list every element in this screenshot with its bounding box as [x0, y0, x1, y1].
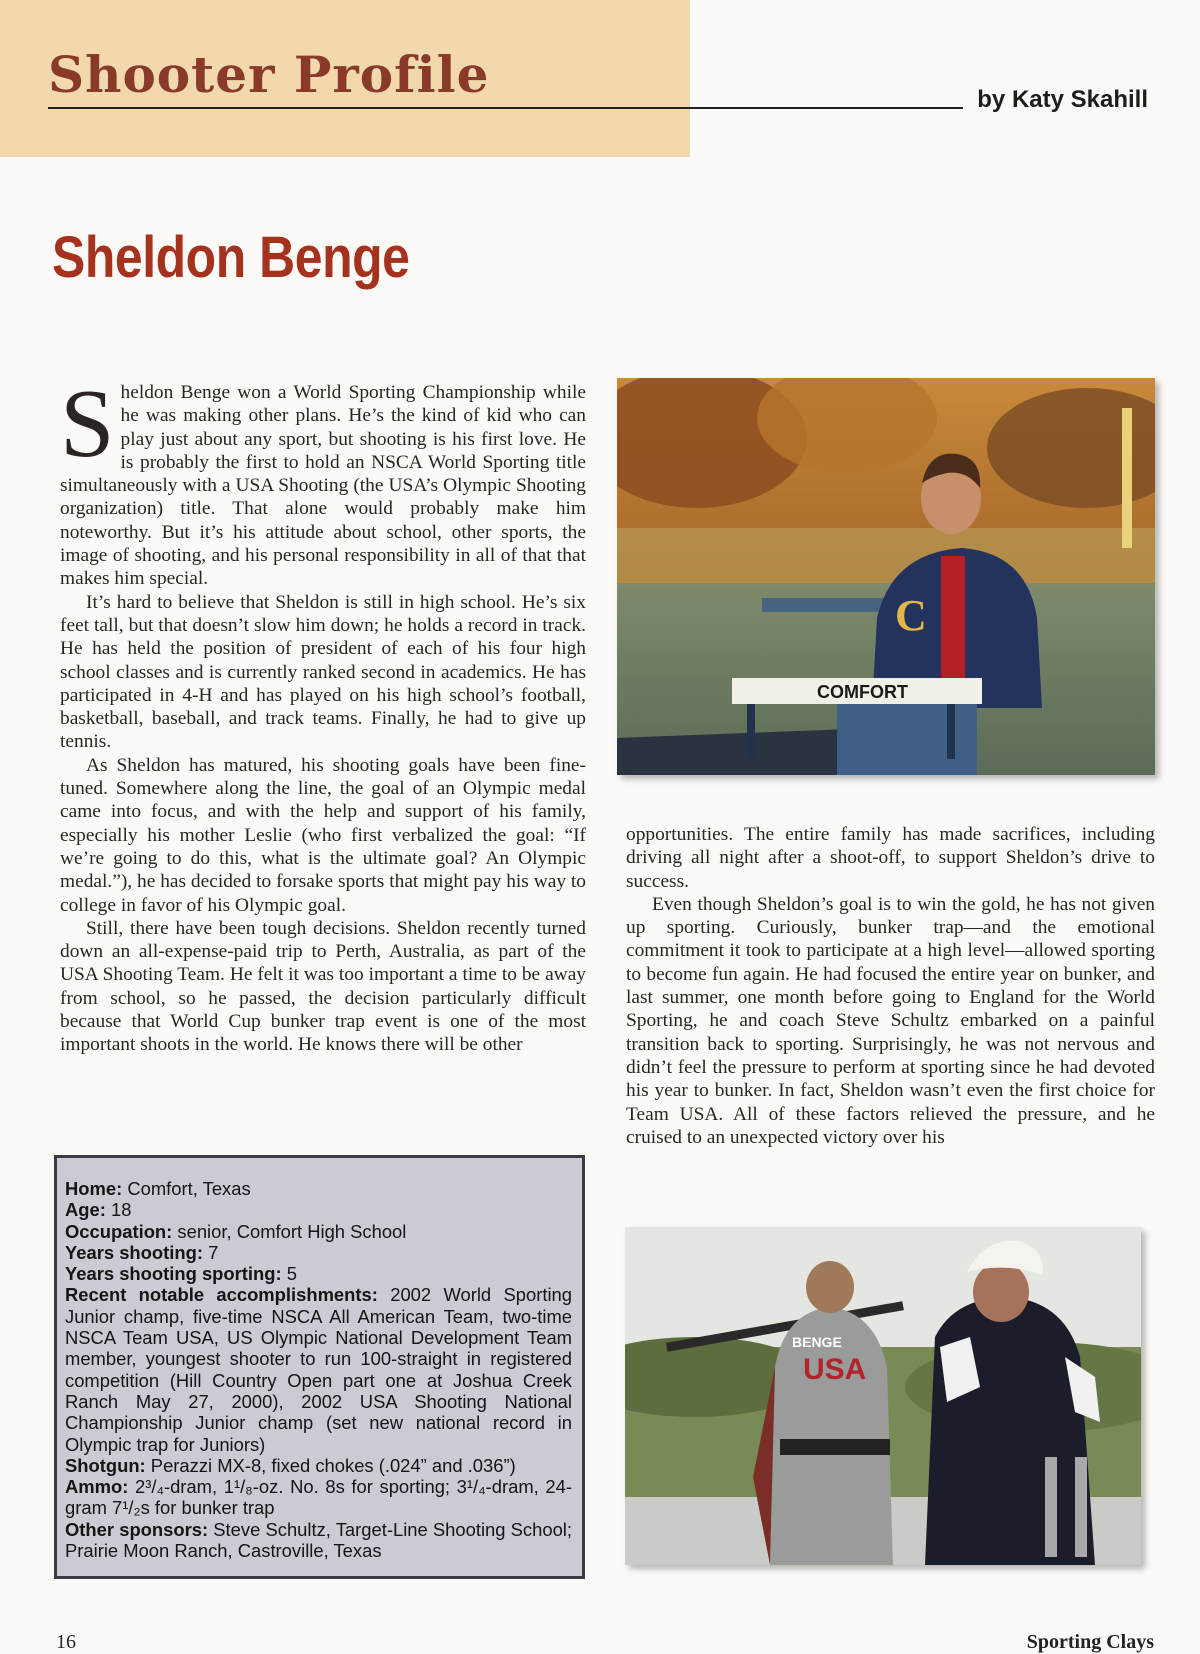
vest-text: USA: [803, 1353, 867, 1386]
paragraph-text: heldon Benge won a World Sporting Championship while he was making other plans. He’s the kind of kid who can play just about any sport, but shooting is his first love. He is probably the first to hold an NSCA World Sporting title simultaneously with a USA Shooting (the USA’s Olympic Shooting organization) title. That alone would probably make him noteworthy. But it’s his attitude about school, other sports, the image of shooting, and his personal responsibility in all of that that makes him special.: [60, 382, 586, 590]
article-paragraph: Even though Sheldon’s goal is to win the gold, he has not given up sporting. Curiously, bunker trap—and the emotional commitment it took to participate at a high level—allowed sporting to become fun again. He had focused the entire year on bunker, and last summer, one month before going to England for the World Sporting, he and coach Steve Schultz embarked on a painful transition back to sporting. Surprisingly, he was not nervous and didn’t feel the pressure to perform at sporting since he had devoted his year to bunker. In fact, Sheldon wasn’t even the first choice for Team USA. All of these factors relieved the pressure, and he cruised to an unexpected victory over his: [626, 893, 1155, 1148]
page-number: 16: [56, 1631, 76, 1653]
bench-text: COMFORT: [817, 682, 908, 702]
drop-cap: S: [60, 370, 115, 478]
fact-years-shooting: Years shooting: 7: [65, 1241, 219, 1263]
fact-sponsors: Other sponsors: Steve Schultz, Target-Line Shooting School; Prairie Moon Ranch, Castroville, Texas: [65, 1518, 573, 1562]
section-title: Shooter Profile: [48, 45, 490, 104]
fact-shotgun: Shotgun: Perazzi MX-8, fixed chokes (.024” and .036”): [65, 1454, 516, 1476]
article-column-left: [60, 370, 586, 1133]
vest-name: BENGE: [792, 1334, 842, 1350]
fact-home: Home: Comfort, Texas: [65, 1178, 251, 1199]
magazine-name: Sporting Clays: [1026, 1631, 1154, 1653]
fact-ammo: Ammo: 2³/₄-dram, 1¹/₈-oz. No. 8s for sporting; 3¹/₄-dram, 24-gram 7¹/₂s for bunker trap: [65, 1476, 572, 1519]
portrait-photo: [617, 378, 1155, 775]
fact-accomplishments: Recent notable accomplishments: 2002 World Sporting Junior champ, five-time NSCA All American Team, two-time NSCA Team USA, US Olympic National Development Team member, youngest shooter to run 100-straight in registered competition (Hill Country Open part one at Joshua Creek Ranch May 27, 2000), 2002 USA Shooting National Championship Junior champ (set new national record in Olympic trap for Juniors): [65, 1284, 572, 1455]
article-paragraph: opportunities. The entire family has made sacrifices, including driving all night after a shoot-off, to support Sheldon’s drive to success.: [626, 824, 1155, 892]
range-photo: [625, 1227, 1141, 1565]
article-paragraph: It’s hard to believe that Sheldon is still in high school. He’s six feet tall, but that doesn’t slow him down; he holds a record in track. He has held the position of president of each of his four high school classes and is currently ranked second in academics. He has participated in 4-H and has played on his high school’s football, basketball, baseball, and track teams. Finally, he had to give up tennis.: [60, 591, 586, 753]
article-paragraph: Still, there have been tough decisions. Sheldon recently turned down an all-expense-paid trip to Perth, Australia, as part of the USA Shooting Team. He felt it was too important a time to be away from school, so he passed, the decision particularly difficult because that World Cup bunker trap event is one of the most important shoots in the world. He knows there will be other: [60, 917, 586, 1056]
header-rule: [48, 107, 963, 109]
fact-age: Age: 18: [65, 1199, 132, 1221]
fact-occupation: Occupation: senior, Comfort High School: [65, 1220, 407, 1242]
fact-years-sporting: Years shooting sporting: 5: [65, 1263, 297, 1285]
article-paragraph: [60, 370, 586, 591]
jacket-letter: C: [895, 591, 927, 640]
article-column-right: [626, 823, 1155, 1181]
byline: by Katy Skahill: [977, 86, 1148, 113]
article-paragraph: As Sheldon has matured, his shooting goals have been fine-tuned. Somewhere along the line, the goal of an Olympic medal came into focus, and with the help and support of his family, especially his mother Leslie (who first verbalized the goal: “If we’re going to do this, what is the ultimate goal? An Olympic medal.”), he has decided to forsake sports that might pay his way to college in favor of his Olympic goal.: [60, 754, 586, 916]
article-headline: Sheldon Benge: [52, 225, 410, 290]
profile-fact-box: [54, 1155, 585, 1579]
